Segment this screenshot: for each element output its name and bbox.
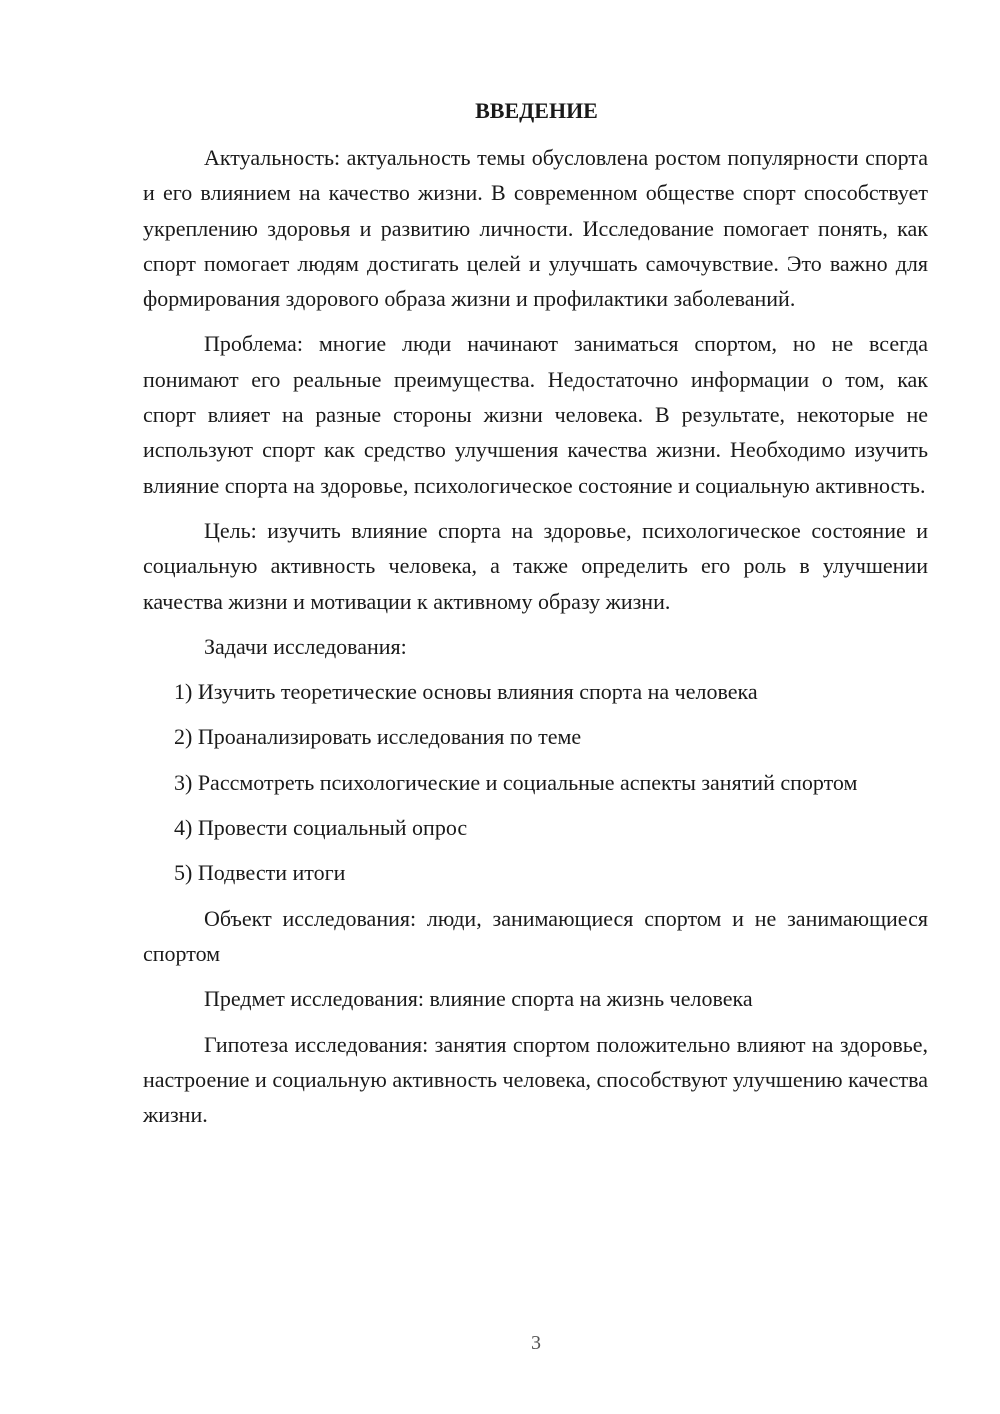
list-item: 5) Подвести итоги [174, 860, 346, 886]
page-number: 3 [531, 1332, 541, 1354]
list-item: 1) Изучить теоретические основы влияния спорта на человека [174, 679, 758, 705]
tasks-heading: Задачи исследования: [204, 633, 407, 659]
subject-paragraph: Предмет исследования: влияние спорта на жизнь человека [204, 986, 753, 1012]
hypothesis-paragraph: Гипотеза исследования: занятия спортом положительно влияют на здоровье, настроение и социальную активность человека, способствуют улучшению качества жизни. [143, 1031, 928, 1128]
problem-paragraph: Проблема: многие люди начинают заниматься спортом, но не всегда понимают его реальные преимущества. Недостаточно информации о том, как спорт влияет на разные стороны жизни человека. В результате, некоторые не используют спорт как средство улучшения качества жизни. Необходимо изучить влияние спорта на здоровье, психологическое состояние и социальную активность. [143, 331, 928, 498]
list-item: 3) Рассмотреть психологические и социальные аспекты занятий спортом [174, 769, 858, 795]
tasks-list [143, 674, 928, 890]
list-item: 4) Провести социальный опрос [174, 815, 468, 841]
relevance-paragraph: Актуальность: актуальность темы обусловлена ростом популярности спорта и его влиянием на качество жизни. В современном обществе спорт способствует укреплению здоровья и развитию личности. Исследование помогает понять, как спорт помогает людям достигать целей и улучшать самочувствие. Это важно для формирования здорового образа жизни и профилактики заболеваний. [143, 145, 928, 312]
object-paragraph: Объект исследования: люди, занимающиеся спортом и не занимающиеся спортом [143, 905, 928, 966]
page-title: ВВЕДЕНИЕ [475, 98, 598, 123]
document-page [143, 96, 928, 1142]
list-item: 2) Проанализировать исследования по теме [174, 724, 582, 750]
goal-paragraph: Цель: изучить влияние спорта на здоровье, психологическое состояние и социальную активность человека, а также определить его роль в улучшении качества жизни и мотивации к активному образу жизни. [143, 517, 928, 614]
